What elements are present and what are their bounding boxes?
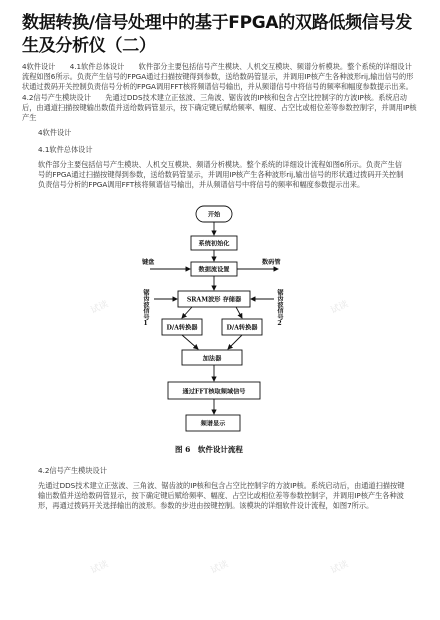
arrow-dac1-adder (182, 335, 198, 349)
box-dac1-label: D/A转换器 (166, 324, 198, 332)
box-start-label: 开始 (207, 211, 221, 219)
arrow-sram-dac2 (236, 307, 242, 318)
box-adder-label: 加法器 (202, 355, 222, 362)
sawtooth-signal-2-label: 锯齿波信号2 (276, 289, 283, 327)
box-init-label: 系统初始化 (198, 240, 230, 248)
sawtooth-signal-1-label: 锯齿波信号1 (142, 289, 149, 327)
software-flow-figure (140, 196, 315, 460)
figure-caption: 图 6 软件设计流程 (175, 445, 243, 454)
box-fft-label: 通过FFT核取频域信号 (182, 388, 246, 395)
arrow-sram-dac1 (182, 307, 192, 318)
section-heading-overall-design: 4.1软件总体设计 (38, 145, 93, 154)
section-heading-software-design: 4软件设计 (38, 128, 72, 137)
watermark: 试读 (329, 559, 350, 577)
box-display-label: 频谱显示 (200, 420, 226, 428)
section-heading-signal-module: 4.2信号产生模块设计 (38, 466, 107, 475)
watermark: 试读 (209, 559, 230, 577)
digital-tube-label: 数码管 (262, 259, 281, 266)
watermark: 试读 (329, 299, 350, 317)
watermark: 试读 (89, 559, 110, 577)
watermark: 试读 (89, 299, 110, 317)
box-dac2-label: D/A转换器 (226, 324, 258, 332)
arrow-dac2-adder (228, 335, 242, 349)
page-title: 数据转换/信号处理中的基于FPGA的双路低频信号发生及分析仪（二） (22, 13, 412, 56)
signal-module-paragraph: 先通过DDS技术建立正弦波、三角波、锯齿波的IP核和包含占空比控制字的方波IP核。系统启动后，由通道扫描按键输出数值并送给数码管显示，按下确定键后赋给频率、幅度、占空比或相位差等参数控制字，并调用IP核产生各种波形，再通过拨码开关选择输出的波形。参数的步进由按键控制。该模块的详细软件设计流程，如图7所示。 (38, 481, 405, 511)
overall-design-paragraph: 软件部分主要包括信号产生模块、人机交互模块、频谱分析模块。整个系统的详细设计流程如图6所示。负责产生信号的FPGA通过扫描按键得到参数，送给数码管显示，并调用IP核产生各种波形rij,输出信号的形状通过拨码开关控制负责信号分析的FPGA调用FFT核将频谱信号输出，并从频谱信号中将信号的频率和幅度参数提示出来。 (38, 160, 404, 190)
box-sram-label: SRAM波形 存储器 (186, 296, 242, 304)
keyboard-label: 键盘 (142, 259, 155, 266)
intro-paragraph: 4软件设计 4.1软件总体设计 软件部分主要包括信号产生模块、人机交互模块、频谱分析模块。整个系统的详细设计流程如图6所示。负责产生信号的FPGA通过扫描按键得到参数，送给数码管显示，并调用IP核产生各种波形rij,输出信号的形状通过拨码开关控制负责信号分析的FPGA调用FFT核将频谱信号输出，并从频谱信号中将信号的频率和幅度参数提示出来。 4.2信号产生模块设计 先通过DDS技术建立正弦波、三角波、锯齿波的IP核和包含占空比控制字的方波IP核。系统启动后，由通道扫描按键输出数值并送给数码管显示，按下确定键后赋给频率、幅度、占空比或相位差等参数控制字，并调用IP核产生 (22, 62, 424, 123)
box-data-flow-label: 数据流设置 (198, 266, 230, 274)
